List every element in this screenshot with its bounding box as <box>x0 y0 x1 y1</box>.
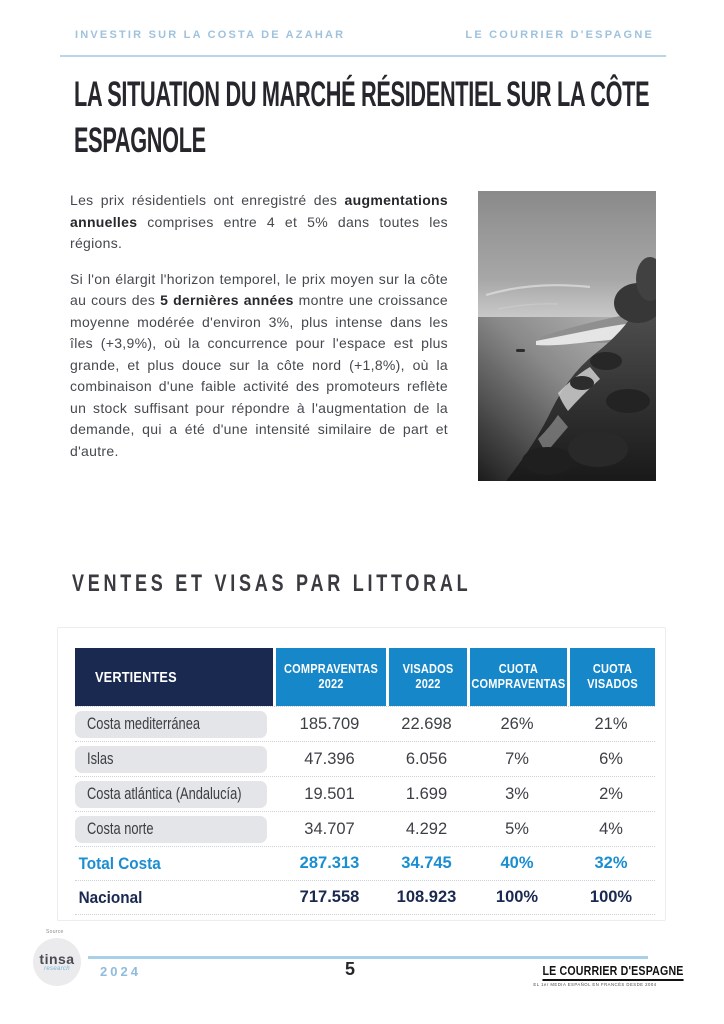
total-row-label: Total Costa <box>78 853 161 873</box>
cell-value: 3% <box>505 784 529 803</box>
brand-tagline: EL 1er MEDIA ESPAÑOL EN FRANCÉS DESDE 2004 <box>533 982 657 987</box>
cell-value: 100% <box>589 888 633 906</box>
cell-value: 32% <box>594 854 628 872</box>
paragraph-1-bold: augmentations annuelles <box>70 192 448 230</box>
header-right-title: LE COURRIER D'ESPAGNE <box>465 29 654 41</box>
column-header-compraventas: COMPRAVENTAS 2022 <box>273 648 386 706</box>
cell-value: 34.707 <box>304 819 355 838</box>
row-label-pill: Costa norte <box>75 816 267 843</box>
tinsa-logo-text: tinsa <box>39 950 75 967</box>
paragraph-1-text: Les prix résidentiels ont enregistré des <box>70 192 345 208</box>
paragraph-2-text: Si l'on élargit l'horizon temporel, le prix moyen sur la côte au cours des <box>70 270 448 308</box>
source-label: Source <box>46 929 64 935</box>
footer-year: 2024 <box>100 964 141 979</box>
cell-value: 4.292 <box>405 819 448 838</box>
cell-value: 5% <box>505 819 529 838</box>
row-label-pill: Costa atlántica (Andalucía) <box>75 781 267 808</box>
column-header-cuota-visados: CUOTA VISADOS <box>567 648 655 706</box>
column-header-visados: VISADOS 2022 <box>386 648 467 706</box>
brand-name: LE COURRIER D'ESPAGNE <box>542 964 683 981</box>
cell-value: 19.501 <box>304 784 355 803</box>
cell-value: 34.745 <box>401 854 452 872</box>
header-divider <box>60 55 666 57</box>
ventes-visas-table <box>75 648 655 915</box>
table-header-row <box>75 648 655 707</box>
table-total-costa-row <box>75 847 655 881</box>
table-row <box>75 742 655 777</box>
cell-value: 2% <box>599 784 623 803</box>
cell-value: 6.056 <box>405 749 448 768</box>
table-row <box>75 707 655 742</box>
page-title-line2: ESPAGNOLE <box>74 121 206 160</box>
cell-value: 100% <box>495 888 539 906</box>
page-number: 5 <box>344 959 355 979</box>
cell-value: 21% <box>594 714 628 733</box>
row-label-pill: Islas <box>75 746 267 773</box>
cell-value: 717.558 <box>299 888 360 906</box>
cell-value: 287.313 <box>299 854 360 872</box>
cell-value: 108.923 <box>396 888 457 906</box>
article-body <box>70 190 448 476</box>
tinsa-logo-subtext: research <box>44 965 70 972</box>
page-title <box>74 72 674 164</box>
coastline-photo <box>478 191 656 481</box>
table-row <box>75 777 655 812</box>
column-header-cuota-compraventas: CUOTA COMPRAVENTAS <box>467 648 567 706</box>
table-row <box>75 812 655 847</box>
paragraph-1 <box>70 190 448 255</box>
column-header-vertientes: VERTIENTES <box>75 648 273 706</box>
paragraph-2-text-end: montre une croissance moyenne modérée d'environ 3%, plus intense dans les îles (+3,9%), où la concurrence pour l'espace est plus grande, et plus douce sur la côte nord (+1,8%), où la combinaison d'une faible activité des promoteurs reflète un stock suffisant pour répondre à l'augmentation de la demande, qui a été d'une intensité similaire de part et d'autre. <box>70 292 448 459</box>
cell-value: 40% <box>500 854 534 872</box>
paragraph-1-text-end: comprises entre 4 et 5% dans toutes les régions. <box>70 213 448 251</box>
cell-value: 1.699 <box>405 784 448 803</box>
courrier-espagne-logo <box>530 962 684 987</box>
cell-value: 47.396 <box>304 749 355 768</box>
cell-value: 6% <box>599 749 623 768</box>
page-header <box>75 29 654 41</box>
cell-value: 185.709 <box>299 714 360 733</box>
page-title-line1: LA SITUATION DU MARCHÉ RÉSIDENTIEL SUR LA CÔTE <box>74 75 650 114</box>
section-title: VENTES ET VISAS PAR LITTORAL <box>72 570 472 597</box>
cell-value: 7% <box>505 749 529 768</box>
paragraph-2 <box>70 269 448 463</box>
row-label-pill: Costa mediterránea <box>75 711 267 738</box>
paragraph-2-bold: 5 dernières années <box>160 292 294 308</box>
cell-value: 22.698 <box>401 714 452 733</box>
header-left-title: INVESTIR SUR LA COSTA DE AZAHAR <box>75 29 346 41</box>
cell-value: 4% <box>599 819 623 838</box>
total-row-label: Nacional <box>78 887 143 907</box>
cell-value: 26% <box>500 714 534 733</box>
table-nacional-row <box>75 881 655 915</box>
